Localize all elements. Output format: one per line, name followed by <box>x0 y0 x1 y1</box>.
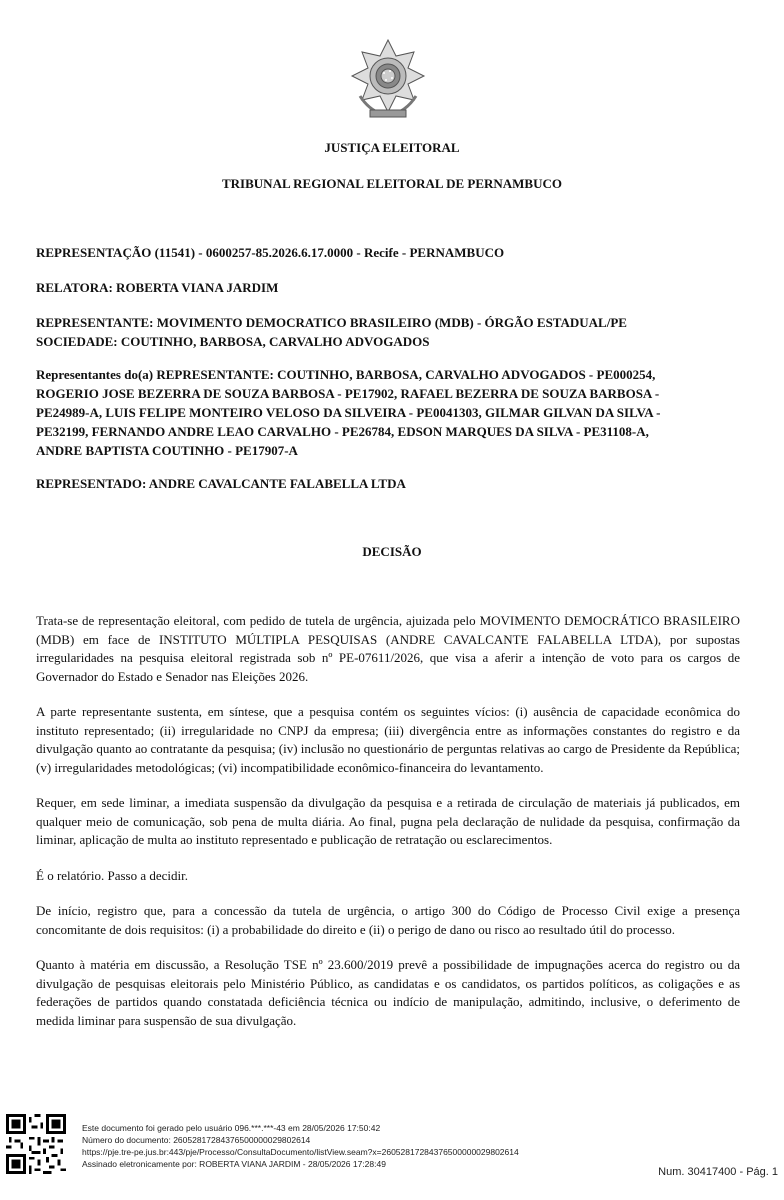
footer-url: https://pje.tre-pe.jus.br:443/pje/Processo/ConsultaDocumento/listView.seam?x=26052817284376500000029802614 <box>82 1147 519 1157</box>
document-footer <box>0 1108 784 1200</box>
paragraph: Requer, em sede liminar, a imediata suspensão da divulgação da pesquisa e a retirada de circulação de materiais já publicados, em qualquer meio de comunicação, sob pena de multa diária. Ao final, pugna pela declaração de nulidade da pesquisa, confirmação da liminar, aplicação de multa ao instituto representado e publicação de retratação ou esclarecimentos. <box>36 795 740 847</box>
case-relatora: RELATORA: ROBERTA VIANA JARDIM <box>36 280 279 295</box>
page-number: Num. 30417400 - Pág. 1 <box>658 1166 778 1178</box>
case-representacao: REPRESENTAÇÃO (11541) - 0600257-85.2026.6.17.0000 - Recife - PERNAMBUCO <box>36 245 505 260</box>
case-representante-block <box>36 313 748 351</box>
paragraph: Trata-se de representação eleitoral, com pedido de tutela de urgência, ajuizada pelo MOVIMENTO DEMOCRÁTICO BRASILEIRO (MDB) em face de INSTITUTO MÚLTIPLA PESQUISAS (ANDRE CAVALCANTE FALABELLA LTDA), por supostas irregularidades na pesquisa eleitoral registrada sob nº PE-07611/2026, que visa a aferir a intenção de voto para os cargos de Governador do Estado e Senador nas Eleições 2026. <box>36 613 740 684</box>
header-tribunal: TRIBUNAL REGIONAL ELEITORAL DE PERNAMBUCO <box>222 176 562 191</box>
advogados-line: ANDRE BAPTISTA COUTINHO - PE17907-A <box>36 443 298 458</box>
footer-lines <box>82 1122 519 1170</box>
decision-body <box>36 612 740 1047</box>
decision-title: DECISÃO <box>362 544 422 559</box>
footer-signed-by: Assinado eletronicamente por: ROBERTA VIANA JARDIM - 28/05/2026 17:28:49 <box>82 1159 386 1169</box>
case-representado: REPRESENTADO: ANDRE CAVALCANTE FALABELLA LTDA <box>36 476 406 491</box>
paragraph: A parte representante sustenta, em síntese, que a pesquisa contém os seguintes vícios: (i) ausência de capacidade econômica do instituto representado; (ii) irregularidade no CNPJ da empresa; (iii) divergência entre as informações constantes do registro e da divulgação quanto ao contratante da pesquisa; (iv) inclusão no questionário de perguntas relativas ao cargo de Presidente da República; (v) irregularidades metodológicas; (vi) incompatibilidade econômico-financeira do levantamento. <box>36 704 740 775</box>
advogados-line: PE24989-A, LUIS FELIPE MONTEIRO VELOSO DA SILVEIRA - PE0041303, GILMAR GILVAN DA SILVA - <box>36 405 661 420</box>
paragraph: De início, registro que, para a concessão da tutela de urgência, o artigo 300 do Código de Processo Civil exige a presença concomitante de dois requisitos: (i) a probabilidade do direito e (ii) o perigo de dano ou risco ao resultado útil do processo. <box>36 903 740 937</box>
paragraph: É o relatório. Passo a decidir. <box>36 867 188 883</box>
brasao-republica-seal <box>348 38 428 120</box>
advogados-line: ROGERIO JOSE BEZERRA DE SOUZA BARBOSA - PE17902, RAFAEL BEZERRA DE SOUZA BARBOSA - <box>36 386 660 401</box>
case-representante-line: REPRESENTANTE: MOVIMENTO DEMOCRATICO BRASILEIRO (MDB) - ÓRGÃO ESTADUAL/PE <box>36 315 627 330</box>
case-advogados-block <box>36 365 748 460</box>
paragraph: Quanto à matéria em discussão, a Resolução TSE nº 23.600/2019 prevê a possibilidade de impugnações acerca do registro ou da divulgação de pesquisas eleitorais pelo Ministério Público, as candidatas e os candidatos, os partidos políticos, as coligações e as federações de partidos quando constatada deficiência técnica ou indício de manipulação, admitindo, inclusive, o deferimento de medida liminar para suspensão de sua divulgação. <box>36 957 740 1028</box>
advogados-line: PE32199, FERNANDO ANDRE LEAO CARVALHO - PE26784, EDSON MARQUES DA SILVA - PE31108-A, <box>36 424 649 439</box>
qr-code-icon <box>6 1114 66 1174</box>
header-justica-eleitoral: JUSTIÇA ELEITORAL <box>324 140 460 155</box>
advogados-line: Representantes do(a) REPRESENTANTE: COUTINHO, BARBOSA, CARVALHO ADVOGADOS - PE000254, <box>36 367 656 382</box>
case-sociedade-line: SOCIEDADE: COUTINHO, BARBOSA, CARVALHO ADVOGADOS <box>36 334 430 349</box>
footer-document-number: Número do documento: 26052817284376500000029802614 <box>82 1135 311 1145</box>
footer-generated-by: Este documento foi gerado pelo usuário 096.***.***-43 em 28/05/2026 17:50:42 <box>82 1123 381 1133</box>
